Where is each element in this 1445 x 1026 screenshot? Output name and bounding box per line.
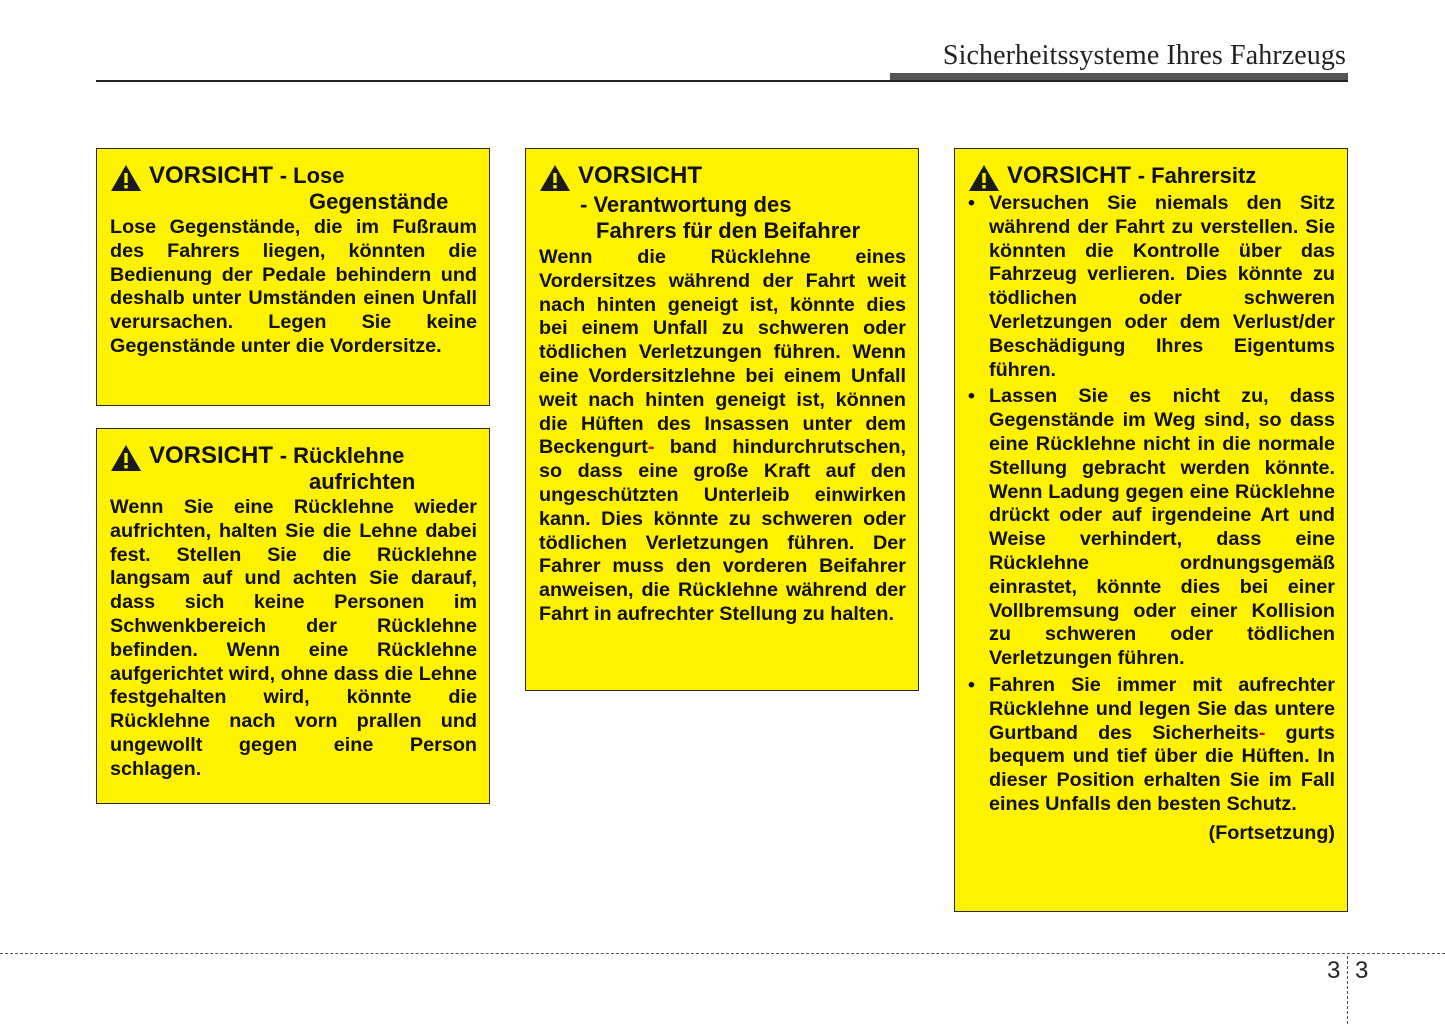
hyphen-mark: -: [1258, 721, 1266, 744]
header-rule-thin: [96, 80, 1348, 82]
caution-heading: [539, 163, 906, 192]
caution-text: Lose Gegenstände, die im Fußraum des Fahrers liegen, könnten die Bedienung der Pedale behindern und deshalb unter Umständen einen Unfall verursachen. Legen Sie keine Gegenstände unter die Vordersitze.: [110, 216, 477, 357]
caution-text: Wenn die Rücklehne eines Vordersitzes während der Fahrt weit nach hinten geneigt ist, könnte dies bei einem Unfall zu schweren oder tödlichen Verletzungen führen. Wenn eine Vordersitzlehne bei einem Unfall weit nach hinten geneigt ist, können die Hüften des Insassen unter dem Beckengurt- band hindurchrutschen, so dass eine große Kraft auf den ungeschützten Unterleib einwirken kann. Dies könnte zu schweren oder tödlichen Verletzungen führen. Der Fahrer muss den vorderen Beifahrer anweisen, die Rücklehne während der Fahrt in aufrechter Stellung zu halten.: [539, 246, 906, 625]
caution-bullet-list: [968, 192, 1335, 817]
list-item: • Fahren Sie immer mit aufrechter Rücklehne und legen Sie das untere Gurtband des Sicherheits- gurts bequem und tief über die Hüften. In dieser Position erhalten Sie im Fall eines Unfalls den besten Schutz.: [968, 673, 1335, 815]
warning-triangle-icon: [110, 164, 142, 192]
caution-subtitle-line1: - Verantwortung des: [580, 192, 792, 217]
caution-heading: [110, 163, 477, 215]
continued-note: (Fortsetzung): [1208, 821, 1335, 844]
caution-box-backrest: [96, 428, 490, 804]
caution-subtitle-line1: - Rücklehne: [279, 443, 405, 468]
footer-dashed-rule: [0, 953, 1445, 954]
caution-box-driver-seat: [954, 148, 1348, 912]
footer-dashed-divider: [1347, 956, 1348, 1024]
bullet-dot: •: [968, 192, 975, 214]
caution-heading: [110, 443, 477, 495]
chapter-number: 3: [1327, 957, 1341, 984]
list-item: • Versuchen Sie niemals den Sitz während der Fahrt zu verstellen. Sie könnten die Kontrolle über das Fahrzeug verlieren. Dies könnte zu tödlichen oder schweren Verletzungen oder dem Verlust/der Beschädigung Ihres Eigentums führen.: [968, 192, 1335, 381]
caution-heading: [968, 163, 1335, 192]
page-number: 3: [1355, 957, 1369, 984]
caution-subtitle-line2: aufrichten: [309, 469, 416, 494]
caution-label: VORSICHT: [578, 162, 703, 189]
caution-box-driver-responsibility: [525, 148, 919, 691]
header-title: Sicherheitssysteme Ihres Fahrzeugs: [942, 40, 1346, 71]
bullet-dot: •: [968, 673, 975, 696]
caution-subtitle: - Fahrersitz: [1137, 163, 1257, 188]
caution-text: Wenn Sie eine Rücklehne wieder aufrichten, halten Sie die Lehne dabei fest. Stellen Sie die Rücklehne langsam auf und achten Sie darauf, dass sich keine Personen im Schwenkbereich der Rücklehne befinden. Wenn eine Rücklehne aufgerichtet wird, ohne dass die Lehne festgehalten wird, könnte die Rücklehne nach vorn prallen und ungewollt gegen eine Person schlagen.: [110, 496, 477, 780]
caution-label: VORSICHT: [149, 162, 274, 189]
caution-box-loose-objects: [96, 148, 490, 406]
warning-triangle-icon: [110, 444, 142, 472]
caution-subtitle-line2: Fahrers für den Beifahrer: [596, 218, 861, 243]
caution-subtitle-line2: Gegenstände: [309, 189, 449, 214]
caution-subtitle-line1: - Lose: [279, 163, 345, 188]
warning-triangle-icon: [539, 164, 571, 192]
caution-label: VORSICHT: [149, 442, 274, 469]
bullet-dot: •: [968, 385, 975, 408]
caution-label: VORSICHT: [1007, 162, 1132, 189]
hyphen-mark: -: [647, 436, 655, 459]
list-item: • Lassen Sie es nicht zu, dass Gegenstände im Weg sind, so dass eine Rücklehne nicht in die normale Stellung gebracht werden könnte. Wenn Ladung gegen eine Rücklehne drückt oder auf irgendeine Art und Weise verhindert, dass eine Rücklehne ordnungsgemäß einrastet, könnte dies bei einer Vollbremsung oder einer Kollision zu schweren oder tödlichen Verletzungen führen.: [968, 385, 1335, 670]
warning-triangle-icon: [968, 164, 1000, 192]
